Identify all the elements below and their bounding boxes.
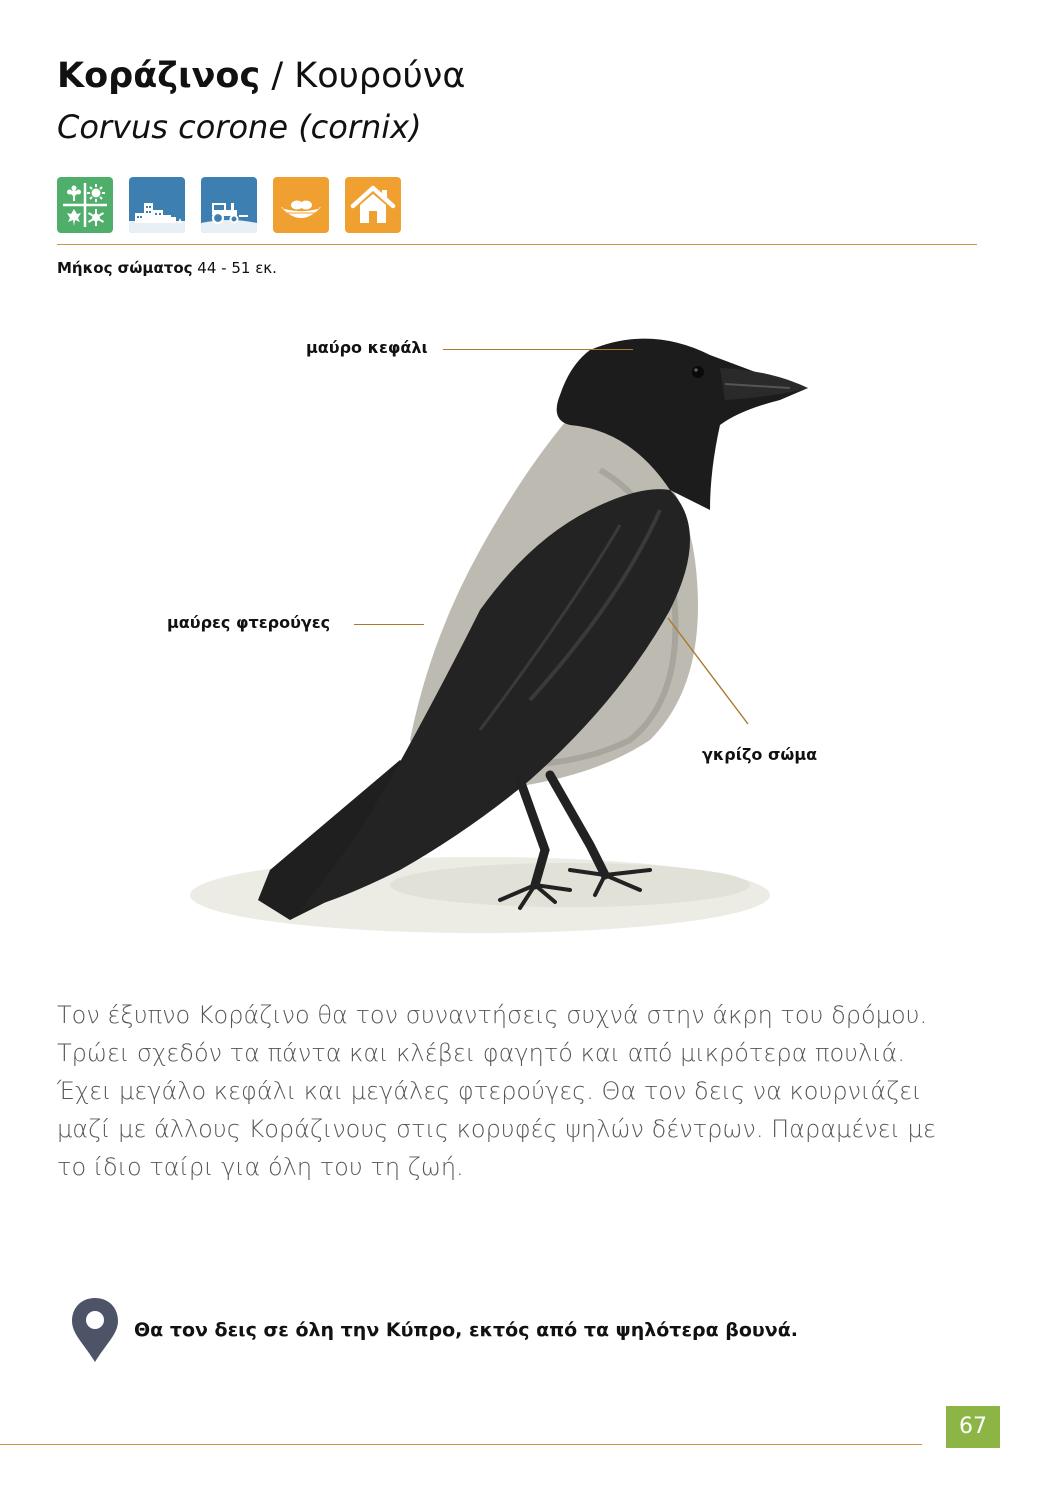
farmland-tractor-icon xyxy=(201,177,257,233)
common-name-primary: Κοράζινος xyxy=(57,56,261,96)
location-text: Θα τον δεις σε όλη την Κύπρο, εκτός από τα ψηλότερα βουνά. xyxy=(134,1319,798,1341)
title-separator: / xyxy=(260,56,295,96)
callout-wings-line xyxy=(354,624,424,625)
header-rule xyxy=(57,244,977,245)
resident-home-icon xyxy=(345,177,401,233)
all-seasons-icon xyxy=(57,177,113,233)
map-pin-icon xyxy=(70,1296,120,1364)
town-icon xyxy=(129,177,185,233)
habitat-icon-row xyxy=(57,177,401,233)
species-description: Τον έξυπνο Κοράζινο θα τον συναντήσεις συχνά στην άκρη του δρόμου. Τρώει σχεδόν τα πάντα και κλέβει φαγητό και από μικρότερα πουλιά. Έχει μεγάλο κεφάλι και μεγάλες φτερούγες. Θα τον δεις να κουρνιάζει μαζί με άλλους Κοράζινους στις κορυφές ψηλών δέντρων. Παραμένει με το ίδιο ταίρι για όλη του τη ζωή. xyxy=(57,1001,936,1181)
body-length-value: 44 - 51 εκ. xyxy=(197,259,277,277)
common-name-alternate: Κουρούνα xyxy=(294,56,466,96)
page-title xyxy=(57,54,465,98)
callout-head-line xyxy=(443,349,633,350)
callout-wings-label: μαύρες φτερούγες xyxy=(167,613,331,632)
page-number: 67 xyxy=(946,1406,1000,1448)
location-note xyxy=(70,1296,798,1364)
nest-icon xyxy=(273,177,329,233)
callout-body-label: γκρίζο σώμα xyxy=(702,745,818,764)
callout-body-line xyxy=(660,612,770,732)
scientific-name: Corvus corone (cornix) xyxy=(57,108,422,146)
callout-head-label: μαύρο κεφάλι xyxy=(306,338,428,357)
body-length xyxy=(57,258,277,278)
body-length-label: Μήκος σώματος xyxy=(57,259,193,277)
footer-rule xyxy=(0,1444,922,1445)
